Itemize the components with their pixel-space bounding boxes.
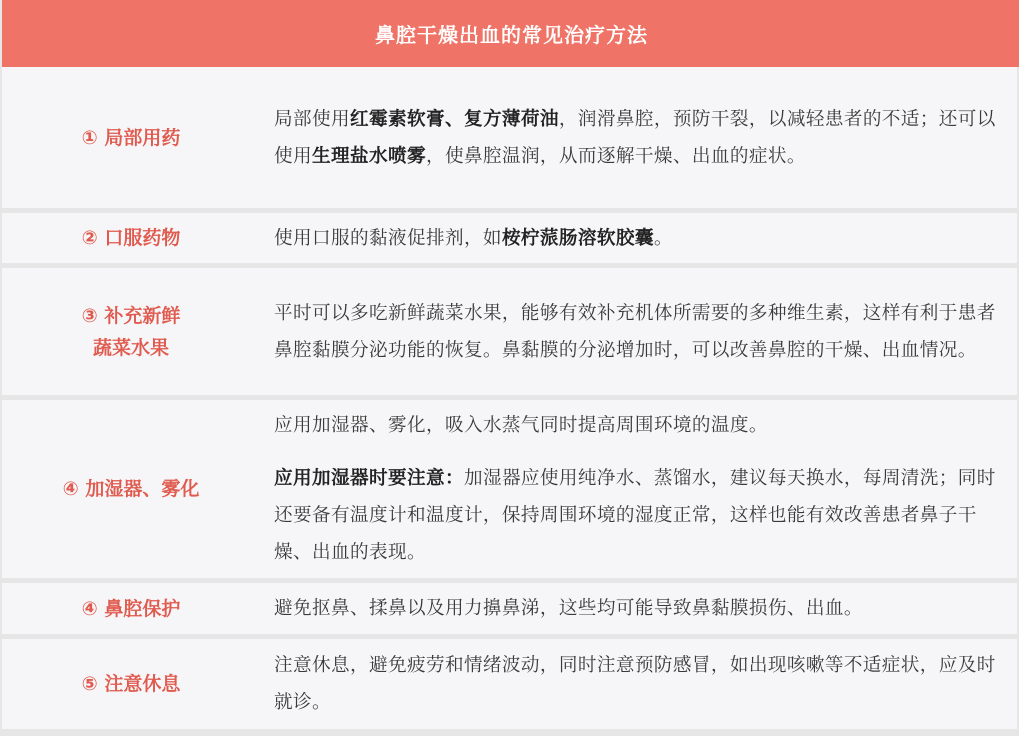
table-title: 鼻腔干燥出血的常见治疗方法	[2, 0, 1019, 67]
row-content	[274, 400, 1005, 578]
row-content	[274, 268, 1005, 395]
row-paragraph: 局部使用红霉素软膏、复方薄荷油，润滑鼻腔，预防干裂，以减轻患者的不适；还可以使用生理盐水喷雾，使鼻腔温润，从而逐解干燥、出血的症状。	[274, 108, 996, 167]
row-content	[274, 67, 1005, 208]
table-row	[2, 67, 1017, 208]
table-row	[2, 583, 1017, 634]
row-label: ③ 补充新鲜 蔬菜水果	[81, 304, 181, 359]
row-label: ② 口服药物	[81, 227, 181, 249]
row-paragraph: 注意休息，避免疲劳和情绪波动，同时注意预防感冒，如出现咳嗽等不适症状，应及时就诊。	[274, 655, 996, 713]
row-label: ④ 鼻腔保护	[81, 597, 181, 620]
table-row	[2, 268, 1017, 395]
table-row	[2, 639, 1017, 729]
row-content	[274, 583, 1005, 634]
row-divider	[2, 729, 1017, 736]
table-row	[2, 213, 1017, 263]
row-paragraph: 平时可以多吃新鲜蔬菜水果，能够有效补充机体所需要的多种维生素，这样有利于患者鼻腔黏膜分泌功能的恢复。鼻黏膜的分泌增加时，可以改善鼻腔的干燥、出血情况。	[274, 302, 996, 361]
row-paragraph: 使用口服的黏液促排剂，如桉柠蒎肠溶软胶囊。	[274, 227, 673, 249]
row-paragraph: 避免抠鼻、揉鼻以及用力擤鼻涕，这些均可能导致鼻黏膜损伤、出血。	[274, 598, 863, 619]
row-label: ① 局部用药	[81, 126, 181, 149]
row-paragraph: 应用加湿器时要注意：加湿器应使用纯净水、蒸馏水，建议每天换水，每周清洗；同时还要备有温度计和温度计，保持周围环境的湿度正常，这样也能有效改善患者鼻子干燥、出血的表现。	[274, 468, 996, 563]
row-label: ⑤ 注意休息	[81, 673, 181, 695]
row-label: ④ 加湿器、雾化	[62, 478, 200, 500]
row-paragraph: 应用加湿器、雾化，吸入水蒸气同时提高周围环境的温度。	[274, 415, 768, 436]
row-content	[274, 639, 1005, 729]
table-row	[2, 400, 1017, 578]
row-content	[274, 213, 1005, 263]
